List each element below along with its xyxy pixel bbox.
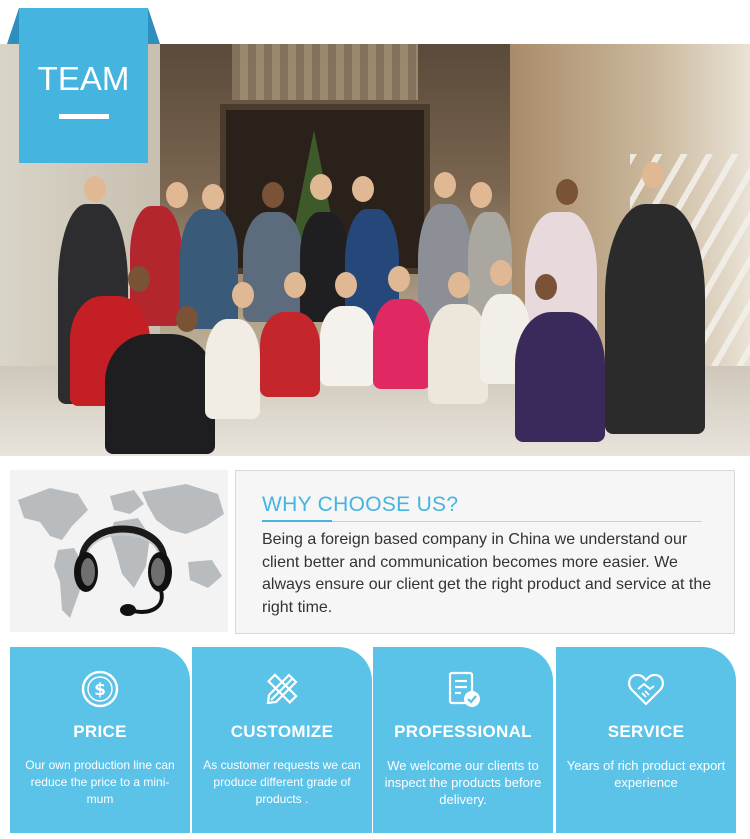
world-map-headset-image [10,470,228,632]
feature-card-customize [192,647,372,833]
feature-title: CUSTOMIZE [230,722,334,741]
checked-document-icon [443,669,483,709]
feature-description: Years of rich product export experience [566,758,726,790]
person-head [176,306,198,332]
person-silhouette [515,312,605,442]
feature-description: As customer requests we can produce different grade of products . [203,758,361,806]
person-head [434,172,456,198]
why-description: Being a foreign based company in China we understand our client better and communication becomes more easier. We always ensure our client get the right product and service at the right time. [262,531,712,616]
feature-description: We welcome our clients to inspect the products before delivery. [384,758,542,807]
person-silhouette [320,306,375,386]
person-head [262,182,284,208]
pencil-ruler-icon [262,669,302,709]
photo-ornament [232,44,418,100]
team-badge [19,8,148,163]
person-head [310,174,332,200]
person-head [448,272,470,298]
person-silhouette [428,304,488,404]
person-head [535,274,557,300]
person-head [84,176,106,202]
feature-title: PRICE [73,722,127,741]
feature-title: SERVICE [607,722,685,741]
person-silhouette [205,319,260,419]
why-title-underline [262,520,332,522]
feature-title: PROFESSIONAL [394,722,532,741]
why-choose-us-card [235,470,735,634]
person-head [490,260,512,286]
person-silhouette [605,204,705,434]
person-head [642,162,664,188]
person-head [388,266,410,292]
person-head [470,182,492,208]
feature-card-professional [373,647,553,833]
svg-text:$: $ [94,680,106,700]
feature-description: Our own production line can reduce the price to a mini-mum [25,758,175,806]
person-head [202,184,224,210]
why-title: WHY CHOOSE US? [262,493,459,516]
dollar-coin-icon [80,669,120,709]
person-silhouette [105,334,215,454]
person-silhouette [243,212,303,322]
team-title-underline [59,114,109,119]
heart-handshake-icon [626,669,666,709]
feature-card-price [10,647,190,833]
person-silhouette [260,312,320,397]
team-title: TEAM [37,60,130,97]
feature-card-service [556,647,736,833]
person-head [284,272,306,298]
person-silhouette [373,299,431,389]
headset-icon [68,498,178,618]
person-head [128,266,150,292]
person-head [232,282,254,308]
feature-cards [10,647,740,833]
person-head [556,179,578,205]
person-head [166,182,188,208]
person-head [335,272,357,298]
person-head [352,176,374,202]
